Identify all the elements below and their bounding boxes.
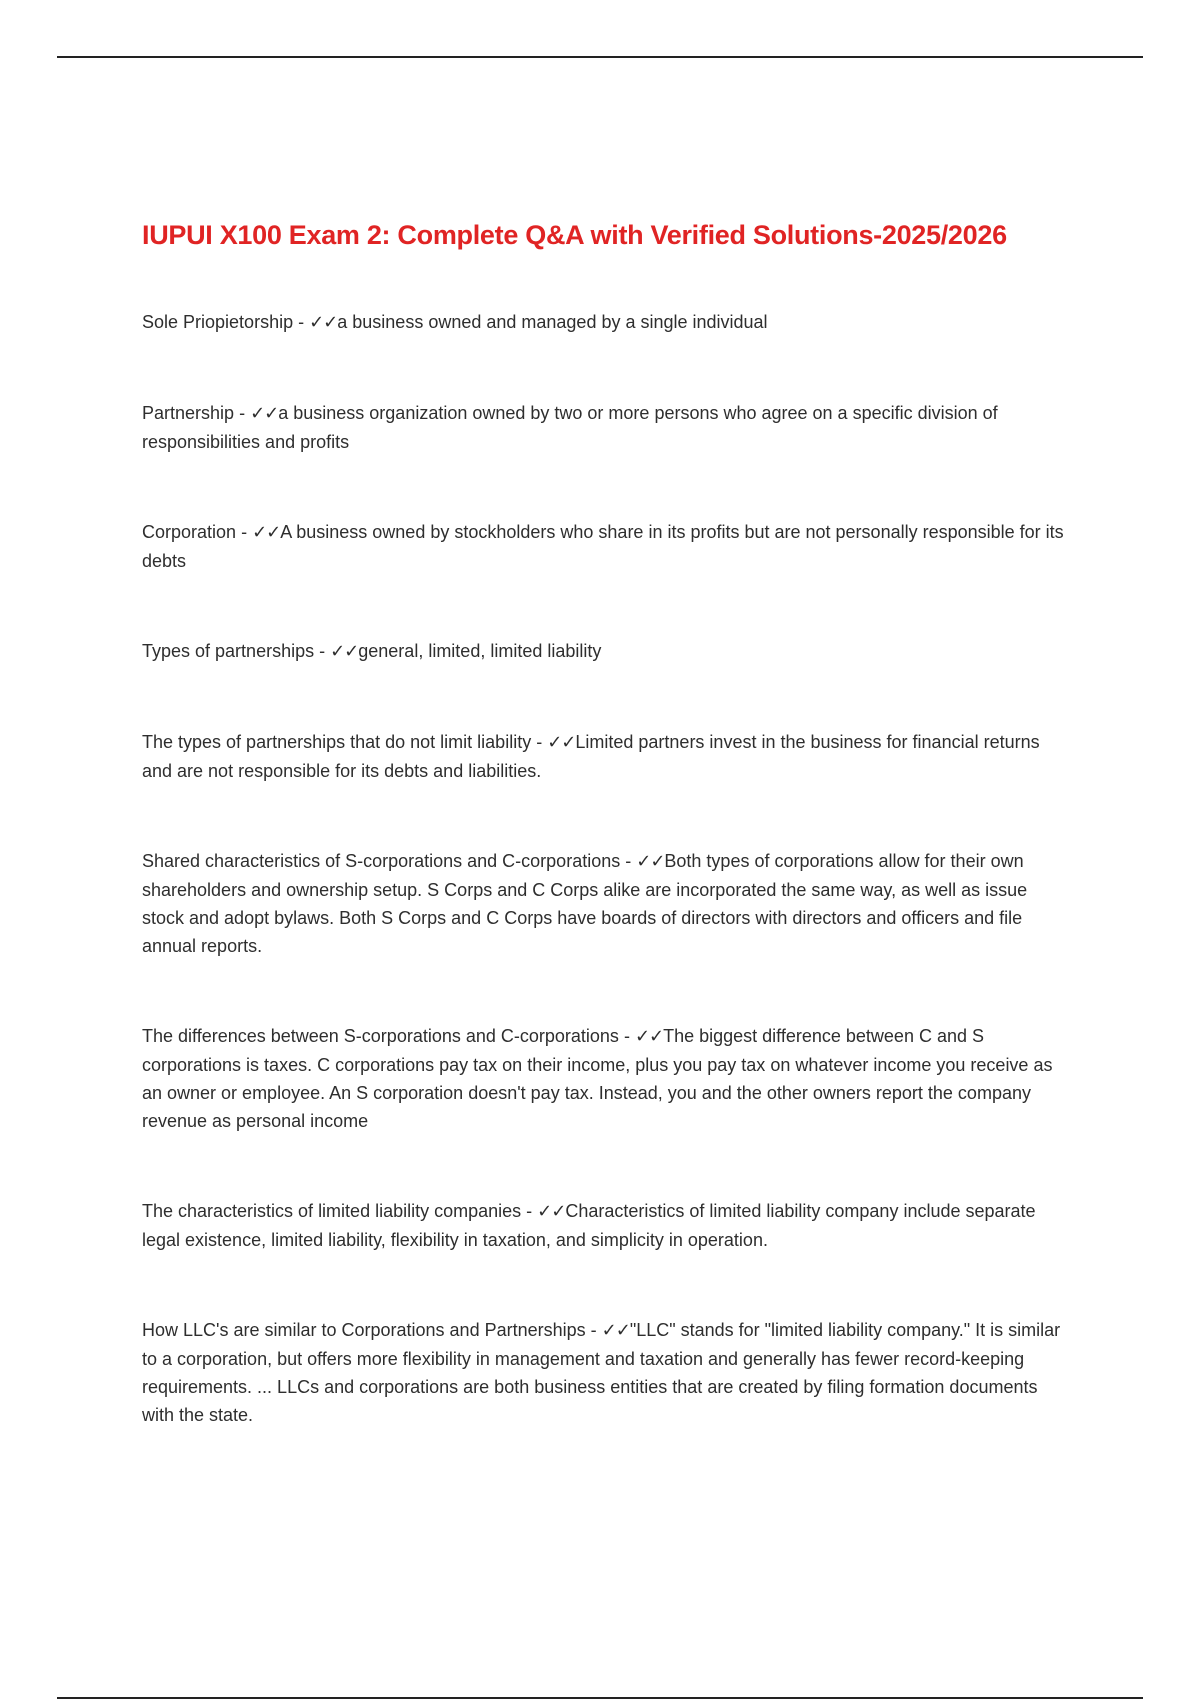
qa-answer: Characteristics of limited liability company include separate legal existence, limited liability, flexibility in taxation, and simplicity in operation. — [142, 1201, 1036, 1250]
qa-term: Sole Priopietorship — [142, 312, 294, 332]
qa-answer: The biggest difference between C and S corporations is taxes. C corporations pay tax on their income, plus you pay tax on whatever income you receive as an owner or employee. An S corporation doesn't pay tax. Instead, you and the other owners report the company revenue as personal income — [142, 1026, 1053, 1131]
top-rule — [57, 56, 1143, 58]
qa-answer: "LLC" stands for "limited liability company." It is similar to a corporation, but offers more flexibility in management and taxation and generally has fewer record-keeping requirements. ... LLCs and corporations are both business entities that are created by filing formation documents with the state. — [142, 1320, 1061, 1425]
qa-term: Partnership — [142, 403, 235, 423]
qa-term: The characteristics of limited liability companies — [142, 1201, 522, 1221]
qa-list — [142, 308, 1067, 1429]
qa-item — [142, 308, 1067, 337]
qa-term: The differences between S-corporations and C-corporations — [142, 1026, 619, 1046]
qa-item — [142, 637, 1067, 666]
document-title: IUPUI X100 Exam 2: Complete Q&A with Verified Solutions-2025/2026 — [142, 220, 1007, 250]
double-check-icon: ✓✓ — [252, 522, 281, 543]
qa-separator: - — [521, 1201, 538, 1221]
double-check-icon: ✓✓ — [601, 1320, 630, 1341]
double-check-icon: ✓✓ — [250, 403, 279, 424]
double-check-icon: ✓✓ — [547, 732, 576, 753]
double-check-icon: ✓✓ — [330, 641, 359, 662]
qa-separator: - — [236, 522, 253, 542]
double-check-icon: ✓✓ — [309, 312, 338, 333]
qa-separator: - — [293, 312, 310, 332]
qa-answer: Both types of corporations allow for their own shareholders and ownership setup. S Corps and C Corps alike are incorporated the same way, as well as issue stock and adopt bylaws. Both S Corps and C Corps have boards of directors with directors and officers and file annual reports. — [142, 851, 1028, 956]
qa-separator: - — [531, 732, 548, 752]
qa-item — [142, 518, 1067, 575]
page-content — [142, 215, 1067, 1491]
qa-term: Shared characteristics of S-corporations and C-corporations — [142, 851, 621, 871]
qa-separator: - — [314, 641, 331, 661]
qa-answer: general, limited, limited liability — [358, 641, 602, 661]
bottom-rule — [57, 1697, 1143, 1699]
qa-separator: - — [620, 851, 637, 871]
qa-item — [142, 1197, 1067, 1254]
qa-item — [142, 847, 1067, 960]
double-check-icon: ✓✓ — [634, 1026, 664, 1047]
double-check-icon: ✓✓ — [537, 1201, 566, 1222]
qa-separator: - — [618, 1026, 635, 1046]
qa-item — [142, 728, 1067, 785]
qa-term: Types of partnerships — [142, 641, 315, 661]
qa-item — [142, 1022, 1067, 1135]
qa-item — [142, 1316, 1067, 1429]
qa-answer: a business organization owned by two or more persons who agree on a specific division of responsibilities and profits — [142, 403, 998, 452]
qa-separator: - — [585, 1320, 602, 1340]
qa-answer: A business owned by stockholders who share in its profits but are not personally responsible for its debts — [142, 522, 1064, 571]
qa-term: Corporation — [142, 522, 237, 542]
qa-answer: Limited partners invest in the business for financial returns and are not responsible for its debts and liabilities. — [142, 732, 1040, 781]
qa-answer: a business owned and managed by a single individual — [337, 312, 768, 332]
qa-term: The types of partnerships that do not limit liability — [142, 732, 532, 752]
qa-separator: - — [234, 403, 251, 423]
double-check-icon: ✓✓ — [636, 851, 665, 872]
qa-term: How LLC's are similar to Corporations and Partnerships — [142, 1320, 586, 1340]
qa-item — [142, 399, 1067, 456]
